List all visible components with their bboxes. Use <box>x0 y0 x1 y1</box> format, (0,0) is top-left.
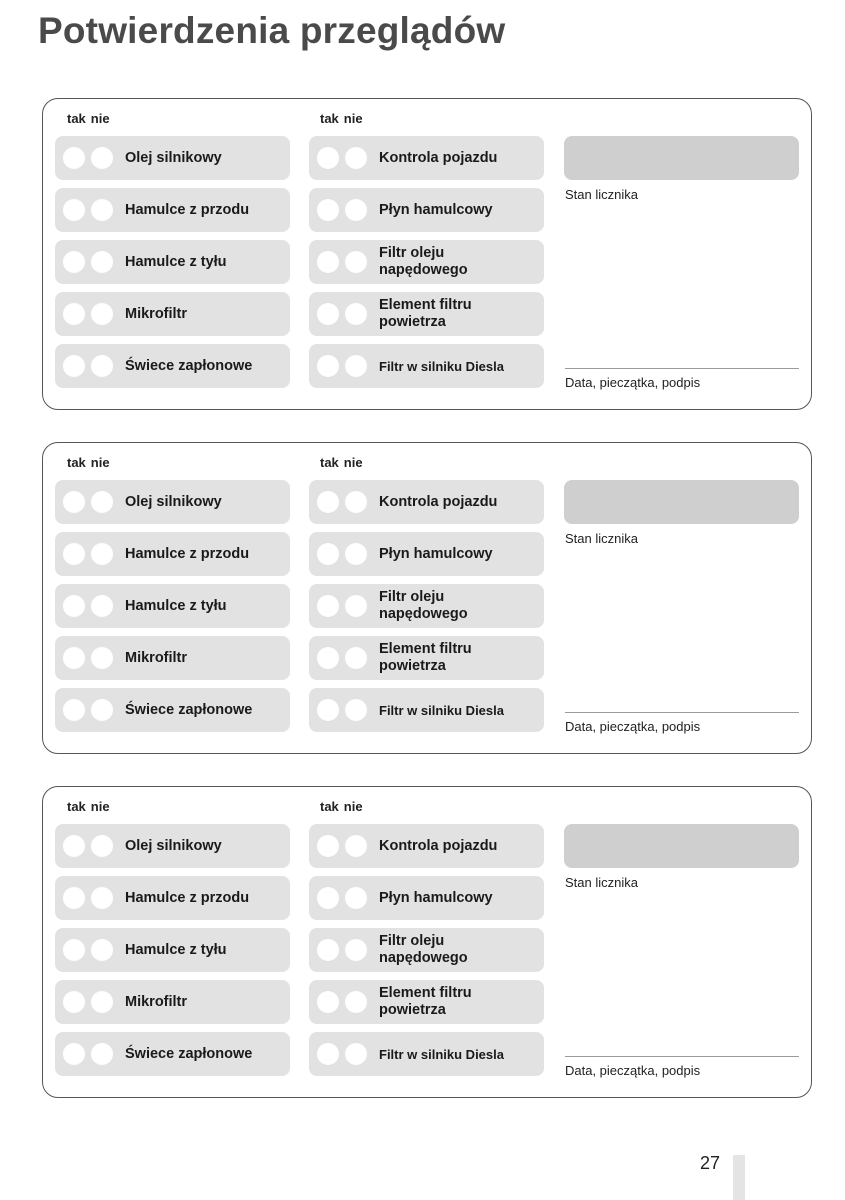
odometer-label: Stan licznika <box>565 187 638 202</box>
odometer-field[interactable] <box>564 824 799 868</box>
checklist-item <box>55 344 290 388</box>
signature-line[interactable] <box>565 368 799 369</box>
no-checkbox[interactable] <box>91 647 113 669</box>
yes-checkbox[interactable] <box>63 647 85 669</box>
checklist-item <box>309 876 544 920</box>
checklist-item <box>309 240 544 284</box>
no-checkbox[interactable] <box>91 491 113 513</box>
middle-column-header <box>320 799 363 814</box>
item-label: Hamulce z tyłu <box>125 253 227 270</box>
page-title: Potwierdzenia przeglądów <box>38 10 506 51</box>
yes-checkbox[interactable] <box>63 303 85 325</box>
no-checkbox[interactable] <box>345 1043 367 1065</box>
item-label: Kontrola pojazdu <box>379 837 498 854</box>
checklist-item <box>309 824 544 868</box>
item-label: Hamulce z przodu <box>125 201 250 218</box>
no-label: nie <box>343 799 363 814</box>
yes-checkbox[interactable] <box>63 491 85 513</box>
no-label: nie <box>90 799 110 814</box>
item-label: Płyn hamulcowy <box>379 545 493 562</box>
item-label: Filtr w silniku Diesla <box>379 702 504 718</box>
checklist-item <box>309 532 544 576</box>
checklist-item <box>55 480 290 524</box>
item-label: Hamulce z tyłu <box>125 597 227 614</box>
item-label: Świece zapłonowe <box>125 1045 253 1062</box>
no-checkbox[interactable] <box>91 355 113 377</box>
yes-label: tak <box>320 455 339 470</box>
no-checkbox[interactable] <box>345 355 367 377</box>
no-checkbox[interactable] <box>345 887 367 909</box>
service-card-1 <box>42 98 812 410</box>
no-checkbox[interactable] <box>91 939 113 961</box>
item-label: Świece zapłonowe <box>125 701 253 718</box>
yes-label: tak <box>67 455 86 470</box>
item-label: Element filtru powietrza <box>379 297 472 330</box>
no-checkbox[interactable] <box>345 647 367 669</box>
yes-checkbox[interactable] <box>63 543 85 565</box>
item-label: Filtr w silniku Diesla <box>379 1046 504 1062</box>
checklist-item <box>55 136 290 180</box>
signature-line[interactable] <box>565 712 799 713</box>
service-card-3 <box>42 786 812 1098</box>
checklist-item <box>309 584 544 628</box>
item-label: Płyn hamulcowy <box>379 201 493 218</box>
checklist-item <box>55 980 290 1024</box>
no-checkbox[interactable] <box>91 543 113 565</box>
item-label: Kontrola pojazdu <box>379 149 498 166</box>
checklist-item <box>309 480 544 524</box>
checklist-item <box>55 824 290 868</box>
no-checkbox[interactable] <box>345 147 367 169</box>
yes-checkbox[interactable] <box>317 251 339 273</box>
page-edge-tab <box>733 1155 745 1200</box>
no-checkbox[interactable] <box>345 251 367 273</box>
item-label: Olej silnikowy <box>125 149 222 166</box>
yes-checkbox[interactable] <box>317 543 339 565</box>
item-label: Mikrofiltr <box>125 649 188 666</box>
yes-checkbox[interactable] <box>317 595 339 617</box>
odometer-field[interactable] <box>564 136 799 180</box>
checklist-item <box>309 636 544 680</box>
no-checkbox[interactable] <box>91 887 113 909</box>
checklist-item <box>55 1032 290 1076</box>
middle-column-header <box>320 111 363 126</box>
left-column-header <box>67 799 110 814</box>
yes-checkbox[interactable] <box>63 147 85 169</box>
no-checkbox[interactable] <box>91 991 113 1013</box>
yes-checkbox[interactable] <box>317 699 339 721</box>
no-checkbox[interactable] <box>91 699 113 721</box>
yes-checkbox[interactable] <box>317 147 339 169</box>
no-checkbox[interactable] <box>91 199 113 221</box>
item-label: Mikrofiltr <box>125 305 188 322</box>
yes-checkbox[interactable] <box>63 835 85 857</box>
yes-checkbox[interactable] <box>317 647 339 669</box>
checklist-item <box>55 688 290 732</box>
odometer-label: Stan licznika <box>565 875 638 890</box>
yes-checkbox[interactable] <box>317 491 339 513</box>
yes-checkbox[interactable] <box>63 1043 85 1065</box>
item-label: Olej silnikowy <box>125 493 222 510</box>
checklist-item <box>309 1032 544 1076</box>
item-label: Filtr w silniku Diesla <box>379 358 504 374</box>
checklist-item <box>309 188 544 232</box>
signature-label: Data, pieczątka, podpis <box>565 375 701 390</box>
checklist-item <box>309 980 544 1024</box>
no-label: nie <box>343 455 363 470</box>
yes-checkbox[interactable] <box>317 887 339 909</box>
yes-checkbox[interactable] <box>317 199 339 221</box>
item-label: Hamulce z tyłu <box>125 941 227 958</box>
no-checkbox[interactable] <box>345 199 367 221</box>
no-checkbox[interactable] <box>91 147 113 169</box>
signature-label: Data, pieczątka, podpis <box>565 719 701 734</box>
checklist-item <box>55 876 290 920</box>
yes-label: tak <box>67 799 86 814</box>
odometer-field[interactable] <box>564 480 799 524</box>
no-checkbox[interactable] <box>91 303 113 325</box>
middle-column-header <box>320 455 363 470</box>
checklist-item <box>55 292 290 336</box>
item-label: Płyn hamulcowy <box>379 889 493 906</box>
no-checkbox[interactable] <box>345 543 367 565</box>
checklist-item <box>55 188 290 232</box>
item-label: Świece zapłonowe <box>125 357 253 374</box>
no-checkbox[interactable] <box>91 1043 113 1065</box>
signature-line[interactable] <box>565 1056 799 1057</box>
yes-label: tak <box>320 111 339 126</box>
item-label: Filtr oleju napędowego <box>379 589 468 622</box>
checklist-item <box>55 928 290 972</box>
item-label: Filtr oleju napędowego <box>379 933 468 966</box>
yes-checkbox[interactable] <box>63 251 85 273</box>
yes-checkbox[interactable] <box>63 991 85 1013</box>
no-checkbox[interactable] <box>345 835 367 857</box>
left-column-header <box>67 111 110 126</box>
no-checkbox[interactable] <box>345 991 367 1013</box>
item-label: Hamulce z przodu <box>125 889 250 906</box>
left-column-header <box>67 455 110 470</box>
no-checkbox[interactable] <box>91 595 113 617</box>
checklist-item <box>309 136 544 180</box>
item-label: Mikrofiltr <box>125 993 188 1010</box>
yes-checkbox[interactable] <box>317 835 339 857</box>
checklist-item <box>309 292 544 336</box>
yes-checkbox[interactable] <box>63 355 85 377</box>
yes-checkbox[interactable] <box>317 303 339 325</box>
page-number: 27 <box>700 1153 721 1173</box>
yes-checkbox[interactable] <box>63 939 85 961</box>
yes-checkbox[interactable] <box>63 699 85 721</box>
no-checkbox[interactable] <box>345 595 367 617</box>
yes-checkbox[interactable] <box>63 199 85 221</box>
yes-checkbox[interactable] <box>317 1043 339 1065</box>
odometer-label: Stan licznika <box>565 531 638 546</box>
item-label: Kontrola pojazdu <box>379 493 498 510</box>
item-label: Element filtru powietrza <box>379 985 472 1018</box>
no-checkbox[interactable] <box>345 939 367 961</box>
service-card-2 <box>42 442 812 754</box>
item-label: Filtr oleju napędowego <box>379 245 468 278</box>
no-checkbox[interactable] <box>345 303 367 325</box>
yes-label: tak <box>67 111 86 126</box>
no-label: nie <box>343 111 363 126</box>
item-label: Hamulce z przodu <box>125 545 250 562</box>
no-label: nie <box>90 455 110 470</box>
no-checkbox[interactable] <box>91 835 113 857</box>
yes-checkbox[interactable] <box>317 939 339 961</box>
yes-checkbox[interactable] <box>63 595 85 617</box>
signature-label: Data, pieczątka, podpis <box>565 1063 701 1078</box>
yes-checkbox[interactable] <box>317 991 339 1013</box>
item-label: Olej silnikowy <box>125 837 222 854</box>
checklist-item <box>309 688 544 732</box>
no-checkbox[interactable] <box>91 251 113 273</box>
no-checkbox[interactable] <box>345 491 367 513</box>
checklist-item <box>55 532 290 576</box>
checklist-item <box>309 928 544 972</box>
checklist-item <box>309 344 544 388</box>
yes-label: tak <box>320 799 339 814</box>
no-label: nie <box>90 111 110 126</box>
checklist-item <box>55 240 290 284</box>
yes-checkbox[interactable] <box>63 887 85 909</box>
item-label: Element filtru powietrza <box>379 641 472 674</box>
yes-checkbox[interactable] <box>317 355 339 377</box>
no-checkbox[interactable] <box>345 699 367 721</box>
checklist-item <box>55 636 290 680</box>
checklist-item <box>55 584 290 628</box>
